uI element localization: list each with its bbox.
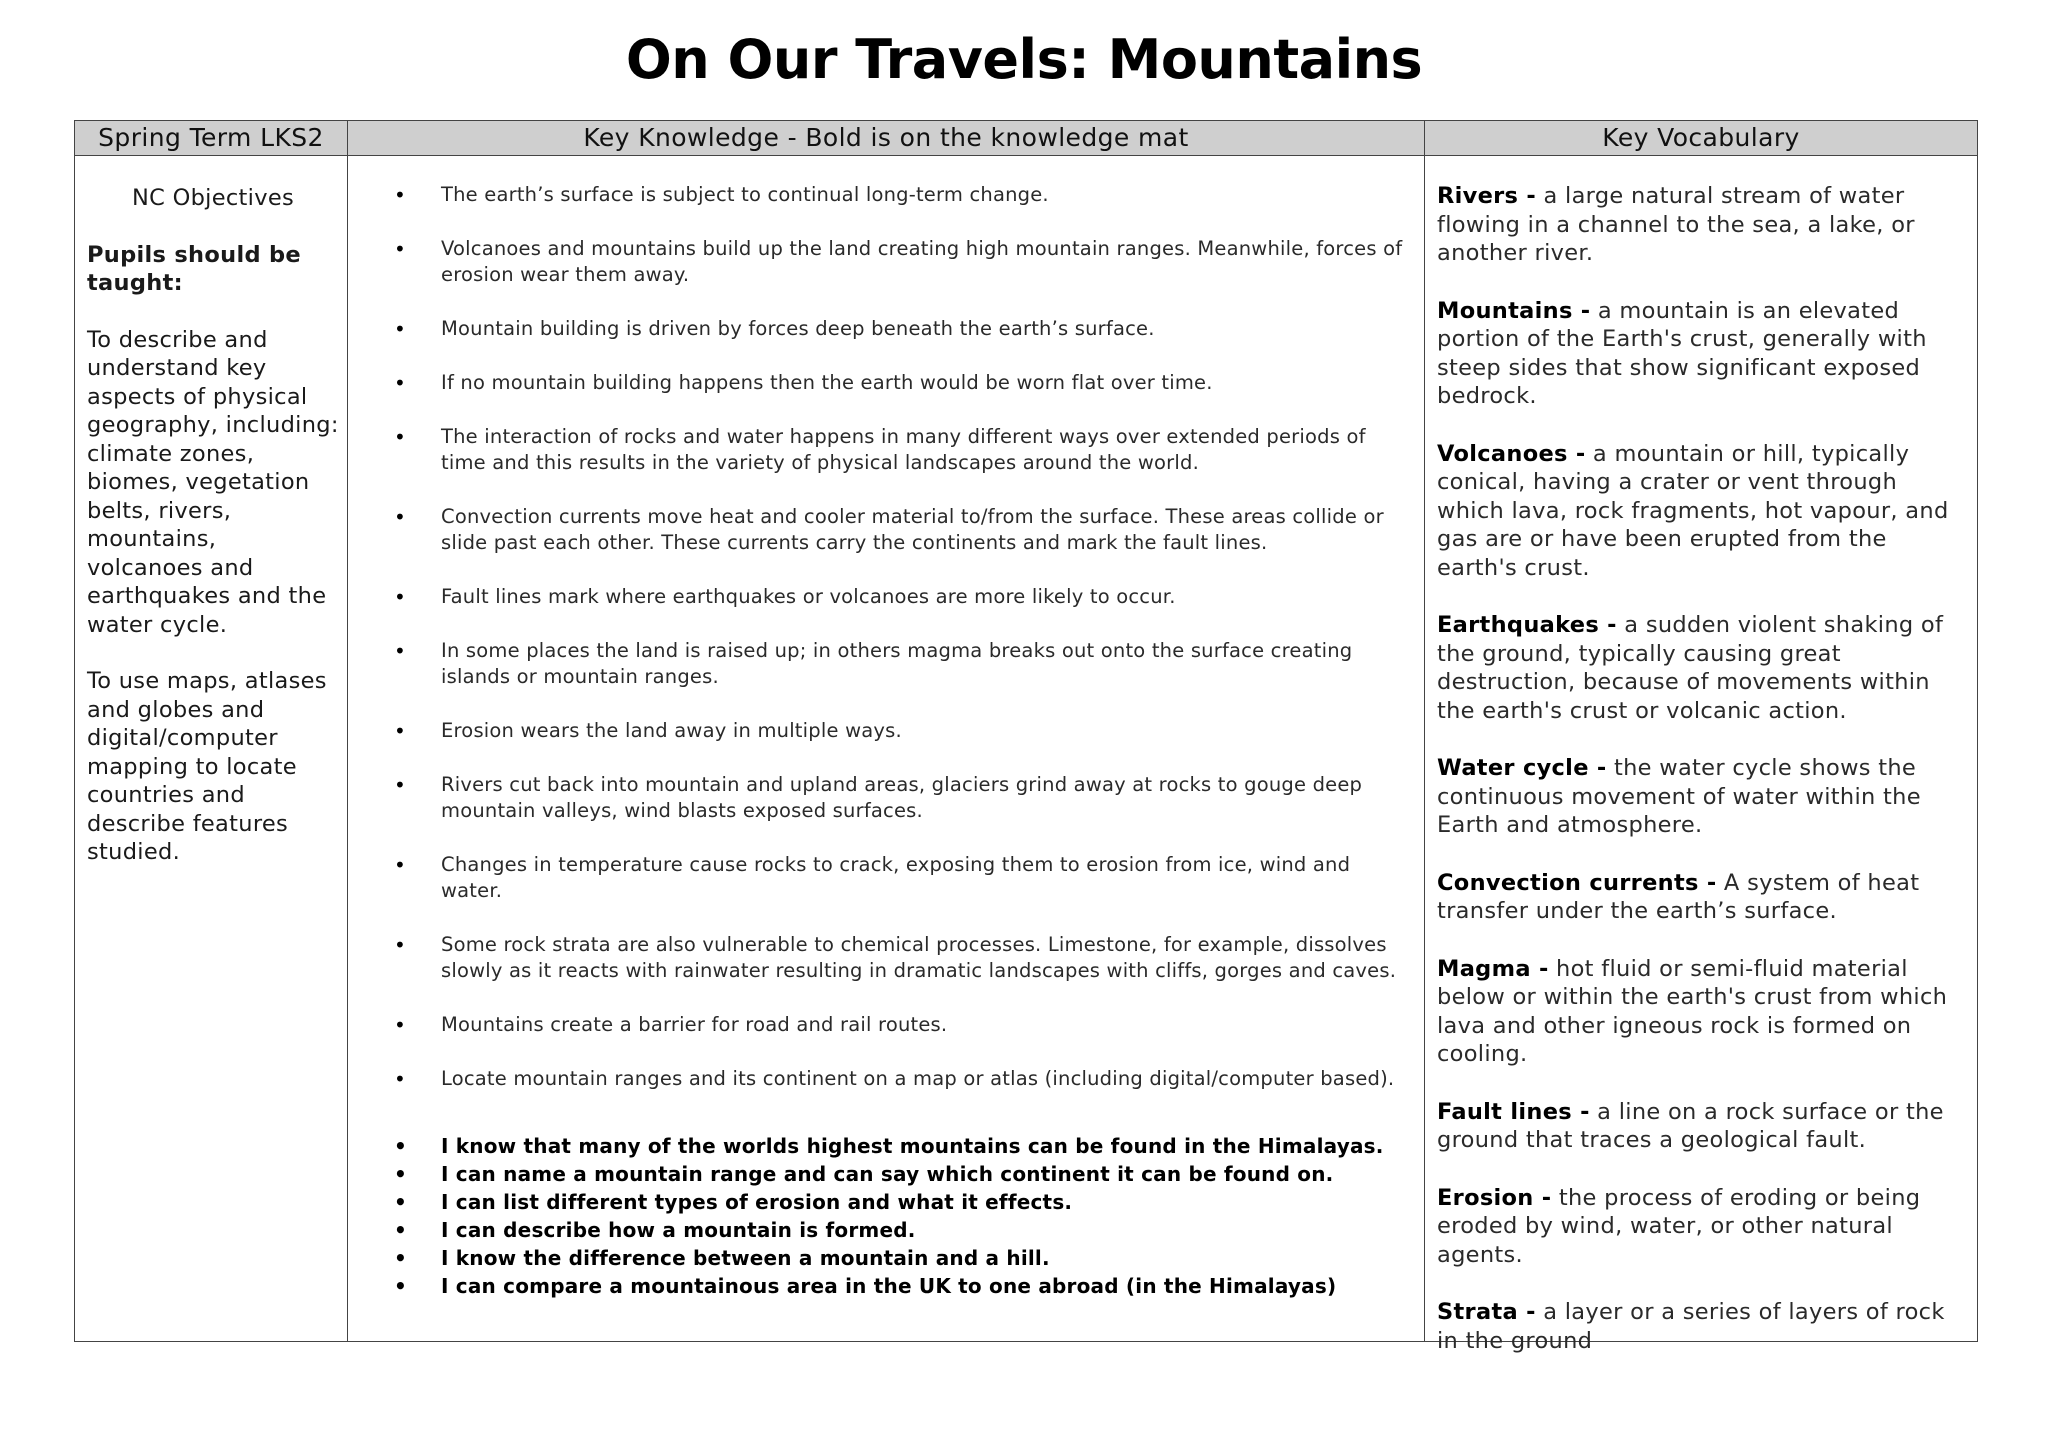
vocab-entry <box>1437 869 1967 926</box>
vocab-definition: the process of eroding or being eroded by wind, water, or other natural agents. <box>1437 1184 1921 1268</box>
vocab-entry <box>1437 440 1967 583</box>
knowledge-item-text: Erosion wears the land away in multiple ways. <box>441 719 902 742</box>
knowledge-item-text: Volcanoes and mountains build up the land creating high mountain ranges. Meanwhile, forces of erosion wear them away. <box>441 237 1403 286</box>
page-title: On Our Travels: Mountains <box>625 28 1423 91</box>
knowledge-item-text: Convection currents move heat and cooler material to/from the surface. These areas collide or slide past each other. These currents carry the continents and mark the fault lines. <box>441 505 1384 554</box>
knowledge-item-text: Changes in temperature cause rocks to crack, exposing them to erosion from ice, wind and water. <box>441 853 1351 902</box>
vocab-entry <box>1437 955 1967 1069</box>
knowledge-column <box>348 121 1425 1341</box>
bullet-icon: • <box>394 371 406 395</box>
vocab-entry <box>1437 1098 1967 1155</box>
bullet-icon: • <box>394 505 406 529</box>
objectives-body <box>75 156 347 867</box>
knowledge-item <box>394 718 1410 744</box>
bullet-icon: • <box>394 719 406 743</box>
vocab-term: Earthquakes - <box>1437 612 1617 638</box>
knowledge-mat-item <box>394 1188 1410 1216</box>
vocab-definition: a line on a rock surface or the ground that traces a geological fault. <box>1437 1098 1944 1153</box>
knowledge-item-text: Fault lines mark where earthquakes or volcanoes are more likely to occur. <box>441 585 1176 608</box>
vocab-term: Mountains - <box>1437 297 1591 324</box>
vocab-entry <box>1437 1184 1967 1270</box>
knowledge-organiser-table <box>74 120 1978 1354</box>
vocab-entry <box>1437 611 1967 725</box>
bullet-icon: • <box>394 1067 406 1091</box>
vocab-entry <box>1437 1298 1967 1355</box>
bullet-icon: • <box>394 1013 406 1037</box>
bullet-icon: • <box>394 1134 407 1158</box>
vocab-entry <box>1437 297 1967 411</box>
knowledge-mat-list <box>394 1132 1410 1300</box>
objective-paragraph-1: To describe and understand key aspects of physical geography, including: climate zones, biomes, vegetation belts, rivers, mountains, volcanoes and earthquakes and the water cycle. <box>87 326 339 638</box>
bullet-icon: • <box>394 1246 407 1270</box>
vocab-term: Volcanoes - <box>1437 440 1586 467</box>
knowledge-item-text: Mountain building is driven by forces deep beneath the earth’s surface. <box>441 317 1155 340</box>
bullet-icon: • <box>394 1190 407 1214</box>
vocab-entry <box>1437 754 1967 840</box>
vocab-definition: hot fluid or semi-fluid material below or within the earth's crust from which lava and other igneous rock is formed on cooling. <box>1437 955 1948 1067</box>
vocab-term: Magma - <box>1437 955 1549 982</box>
vocab-definition: a sudden violent shaking of the ground, typically causing great destruction, because of movements within the earth's crust or volcanic action. <box>1437 612 1944 724</box>
pupils-taught-label: Pupils should be taught: <box>87 241 301 296</box>
knowledge-item <box>394 370 1410 396</box>
knowledge-item <box>394 424 1410 476</box>
knowledge-item <box>394 932 1410 984</box>
column-header-knowledge: Key Knowledge - Bold is on the knowledge mat <box>348 121 1424 156</box>
bullet-icon: • <box>394 639 406 663</box>
bullet-icon: • <box>394 237 406 261</box>
vocab-term: Convection currents - <box>1437 869 1717 896</box>
bullet-icon: • <box>394 425 406 449</box>
knowledge-item <box>394 504 1410 556</box>
bullet-icon: • <box>394 183 406 207</box>
vocab-term: Fault lines - <box>1437 1098 1590 1125</box>
objectives-column <box>75 121 348 1341</box>
knowledge-item <box>394 852 1410 904</box>
knowledge-mat-item <box>394 1160 1410 1188</box>
knowledge-item <box>394 638 1410 690</box>
knowledge-item <box>394 772 1410 824</box>
bullet-icon: • <box>394 853 406 877</box>
knowledge-mat-item <box>394 1216 1410 1244</box>
knowledge-item <box>394 1012 1410 1038</box>
vocabulary-column <box>1425 121 1977 1354</box>
knowledge-item-text: Rivers cut back into mountain and upland areas, glaciers grind away at rocks to gouge deep mountain valleys, wind blasts exposed surfaces. <box>441 773 1363 822</box>
knowledge-mat-item-text: I can compare a mountainous area in the UK to one abroad (in the Himalayas) <box>441 1274 1337 1298</box>
knowledge-list <box>394 182 1410 1092</box>
vocab-term: Water cycle - <box>1437 755 1607 781</box>
knowledge-mat-item <box>394 1272 1410 1300</box>
vocab-definition: the water cycle shows the continuous movement of water within the Earth and atmosphere. <box>1437 755 1921 838</box>
knowledge-body <box>348 156 1424 1300</box>
knowledge-item <box>394 316 1410 342</box>
vocab-term: Rivers - <box>1437 183 1537 209</box>
bullet-icon: • <box>394 1274 407 1298</box>
vocab-definition: a layer or a series of layers of rock in the ground <box>1437 1299 1945 1354</box>
vocab-definition: a mountain or hill, typically conical, having a crater or vent through which lava, rock fragments, hot vapour, and gas are or have been erupted from the earth's crust. <box>1437 440 1949 581</box>
bullet-icon: • <box>394 1162 407 1186</box>
objective-paragraph-2: To use maps, atlases and globes and digital/computer mapping to locate countries and describe features studied. <box>87 668 327 865</box>
knowledge-item <box>394 236 1410 288</box>
knowledge-mat-item-text: I know that many of the worlds highest mountains can be found in the Himalayas. <box>441 1134 1384 1158</box>
knowledge-item <box>394 1066 1410 1092</box>
vocab-term: Strata - <box>1437 1299 1536 1325</box>
knowledge-item-text: Locate mountain ranges and its continent on a map or atlas (including digital/computer based). <box>441 1067 1395 1090</box>
knowledge-item-text: Some rock strata are also vulnerable to chemical processes. Limestone, for example, dissolves slowly as it reacts with rainwater resulting in dramatic landscapes with cliffs, gorges and caves. <box>441 933 1397 982</box>
vocab-definition: a mountain is an elevated portion of the Earth's crust, generally with steep sides that show significant exposed bedrock. <box>1437 297 1927 409</box>
vocab-definition: A system of heat transfer under the earth’s surface. <box>1437 869 1920 924</box>
bullet-icon: • <box>394 1218 407 1242</box>
knowledge-mat-item <box>394 1244 1410 1272</box>
vocab-entry <box>1437 182 1967 268</box>
vocab-term: Erosion - <box>1437 1184 1552 1211</box>
knowledge-item <box>394 182 1410 208</box>
knowledge-mat-item-text: I can name a mountain range and can say which continent it can be found on. <box>441 1162 1334 1186</box>
bullet-icon: • <box>394 773 406 797</box>
bullet-icon: • <box>394 317 406 341</box>
knowledge-item-text: In some places the land is raised up; in others magma breaks out onto the surface creating islands or mountain ranges. <box>441 639 1353 688</box>
knowledge-mat-item-text: I can list different types of erosion and what it effects. <box>441 1190 1073 1214</box>
bullet-icon: • <box>394 933 406 957</box>
vocabulary-body <box>1425 156 1977 1355</box>
bullet-icon: • <box>394 585 406 609</box>
nc-objectives-heading: NC Objectives <box>131 185 294 211</box>
knowledge-item-text: The interaction of rocks and water happens in many different ways over extended periods of time and this results in the variety of physical landscapes around the world. <box>441 425 1366 474</box>
knowledge-item-text: The earth’s surface is subject to continual long-term change. <box>441 183 1049 206</box>
vocab-definition: a large natural stream of water flowing in a channel to the sea, a lake, or another river. <box>1437 183 1915 266</box>
column-header-term: Spring Term LKS2 <box>75 121 347 156</box>
knowledge-item-text: Mountains create a barrier for road and rail routes. <box>441 1013 948 1036</box>
knowledge-mat-item <box>394 1132 1410 1160</box>
knowledge-mat-item-text: I can describe how a mountain is formed. <box>441 1218 916 1242</box>
column-header-vocabulary: Key Vocabulary <box>1425 121 1977 156</box>
knowledge-mat-item-text: I know the difference between a mountain and a hill. <box>441 1246 1050 1270</box>
knowledge-item <box>394 584 1410 610</box>
knowledge-item-text: If no mountain building happens then the earth would be worn flat over time. <box>441 371 1213 394</box>
